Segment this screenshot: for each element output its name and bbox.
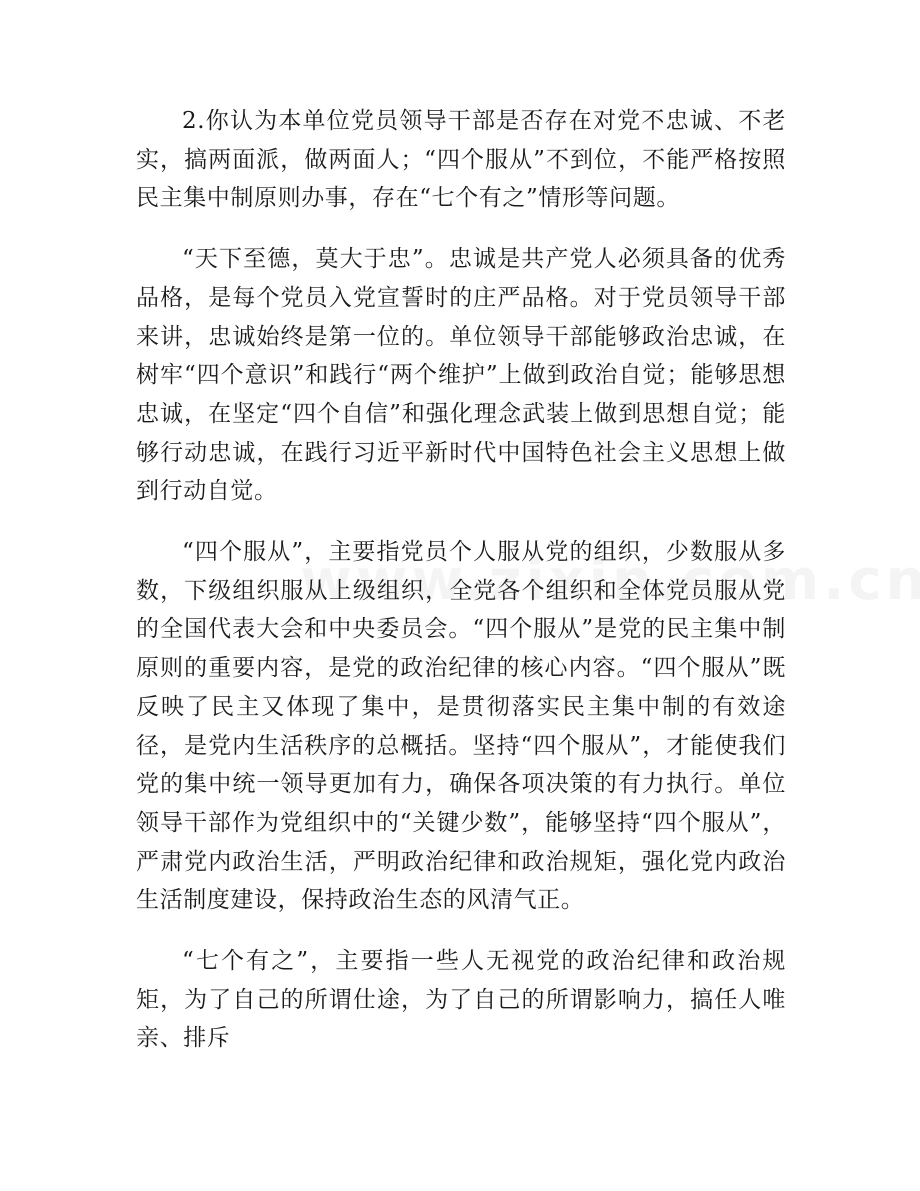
document-body [136, 102, 786, 1080]
paragraph-loyalty: “天下至德，莫大于忠”。忠诚是共产党人必须具备的优秀品格，是每个党员入党宣誓时的庄严品格。对于党员领导干部来讲，忠诚始终是第一位的。单位领导干部能够政治忠诚，在树牢“四个意识”和践行“两个维护”上做到政治自觉；能够思想忠诚，在坚定“四个自信”和强化理念武装上做到思想自觉；能够行动忠诚，在践行习近平新时代中国特色社会主义思想上做到行动自觉。 [136, 246, 786, 505]
paragraph-seven-things: “七个有之”，主要指一些人无视党的政治纪律和政治规矩，为了自己的所谓仕途，为了自己的所谓影响力，搞任人唯亲、排斥 [136, 948, 786, 1052]
paragraph-question: 2.你认为本单位党员领导干部是否存在对党不忠诚、不老实，搞两面派，做两面人；“四个服从”不到位，不能严格按照民主集中制原则办事，存在“七个有之”情形等问题。 [136, 108, 786, 212]
paragraph-four-obediences: “四个服从”，主要指党员个人服从党的组织，少数服从多数，下级组织服从上级组织，全党各个组织和全体党员服从党的全国代表大会和中央委员会。“四个服从”是党的民主集中制原则的重要内容，是党的政治纪律的核心内容。“四个服从”既反映了民主又体现了集中，是贯彻落实民主集中制的有效途径，是党内生活秩序的总概括。坚持“四个服从”，才能使我们党的集中统一领导更加有力，确保各项决策的有力执行。单位领导干部作为党组织中的“关键少数”，能够坚持“四个服从”，严肃党内政治生活，严明政治纪律和政治规矩，强化党内政治生活制度建设，保持政治生态的风清气正。 [136, 539, 786, 914]
